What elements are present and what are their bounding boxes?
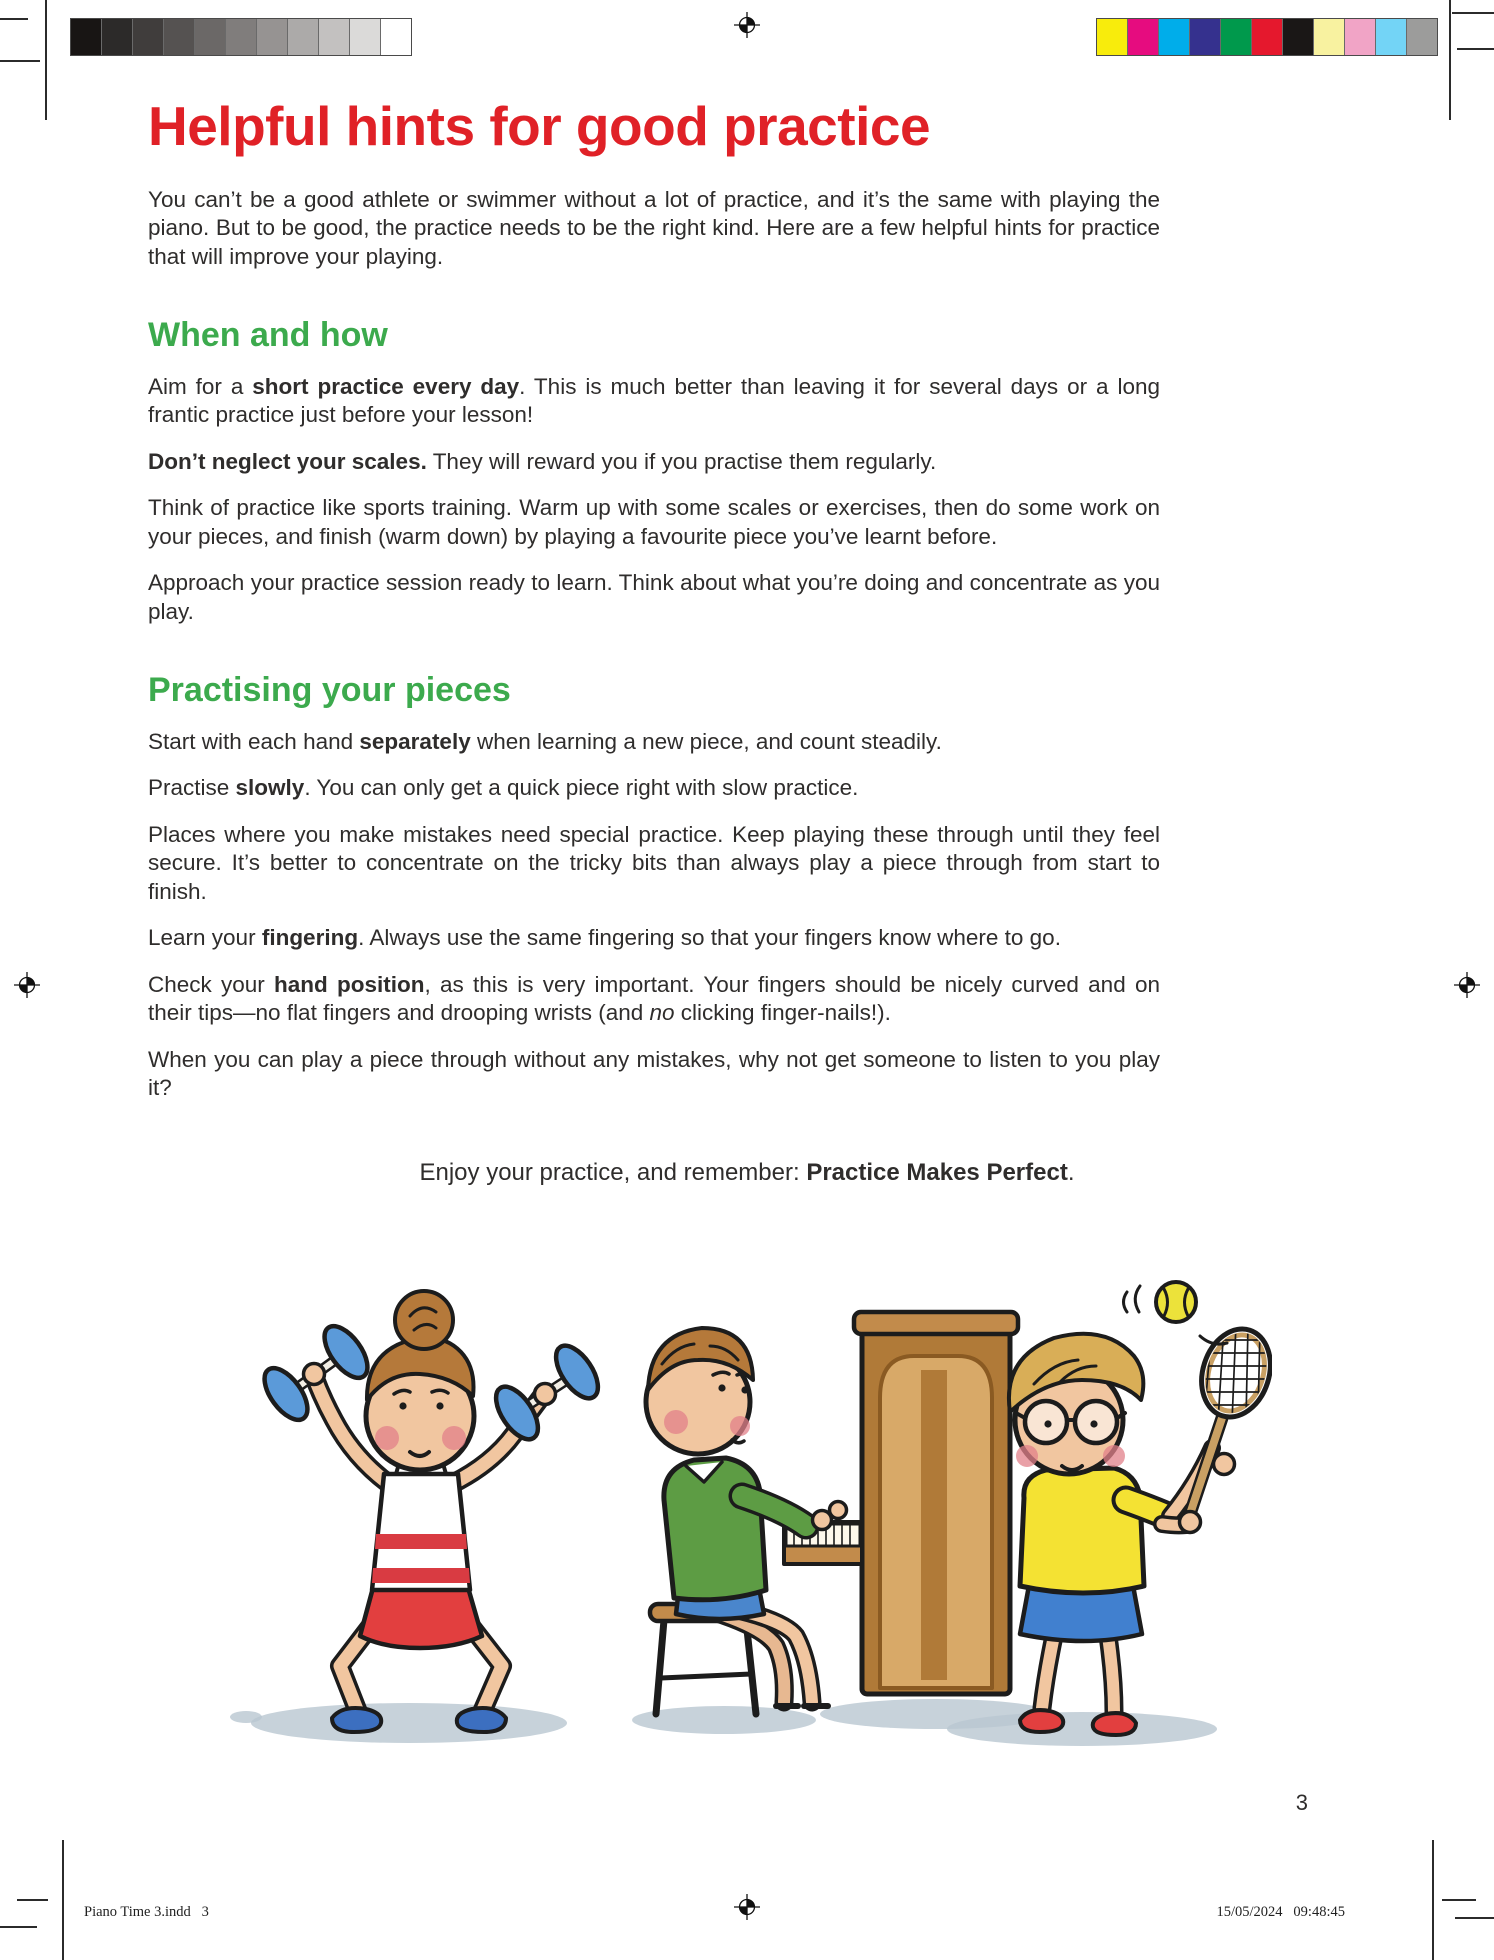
section-heading: When and how	[148, 316, 388, 355]
registration-target-icon	[1454, 972, 1480, 998]
crop-mark	[1455, 1917, 1494, 1919]
calibration-swatch	[319, 19, 350, 55]
calibration-swatch	[257, 19, 288, 55]
paragraph: Check your hand position, as this is very important. Your fingers should be nicely curved and on their tips—no flat fingers and drooping wrists (and no clicking finger-nails!).	[148, 971, 1160, 1026]
color-calibration-bar	[1096, 18, 1438, 56]
slug-filename: Piano Time 3.indd 3	[84, 1904, 209, 1920]
calibration-swatch	[381, 19, 411, 55]
tennis-child-drawing	[1009, 1282, 1272, 1735]
crop-mark	[1432, 1840, 1434, 1960]
paragraph: Don’t neglect your scales. They will reward you if you practise them regularly.	[148, 448, 937, 474]
page-title: Helpful hints for good practice	[148, 95, 931, 157]
practice-illustration	[224, 1268, 1272, 1753]
paragraph: Aim for a short practice every day. This is much better than leaving it for several days or a long frantic practice just before your lesson!	[148, 373, 1160, 428]
calibration-swatch	[1097, 19, 1128, 55]
calibration-swatch	[1314, 19, 1345, 55]
calibration-swatch	[1221, 19, 1252, 55]
calibration-swatch	[133, 19, 164, 55]
crop-mark	[0, 1926, 37, 1928]
paragraph: Start with each hand separately when learning a new piece, and count steadily.	[148, 728, 942, 754]
calibration-swatch	[1345, 19, 1376, 55]
paragraph: Practise slowly. You can only get a quick piece right with slow practice.	[148, 775, 859, 801]
book-page	[148, 95, 1160, 1187]
calibration-swatch	[1376, 19, 1407, 55]
paragraph: Think of practice like sports training. Warm up with some scales or exercises, then do some work on your pieces, and finish (warm down) by playing a favourite piece you’ve learnt before.	[148, 495, 1160, 549]
intro-paragraph: You can’t be a good athlete or swimmer without a lot of practice, and it’s the same with playing the piano. But to be good, the practice needs to be the right kind. Here are a few helpful hints for practice that will improve your playing.	[148, 186, 1160, 269]
paragraph: Learn your fingering. Always use the same fingering so that your fingers know where to go.	[148, 925, 1061, 951]
weightlifter-child-drawing	[256, 1291, 606, 1732]
upright-piano-drawing	[784, 1312, 1018, 1694]
paragraph: When you can play a piece through without any mistakes, why not get someone to listen to you play it?	[148, 1046, 1160, 1101]
crop-mark	[0, 18, 28, 20]
crop-mark	[45, 0, 47, 120]
crop-mark	[17, 1899, 48, 1901]
registration-target-icon	[734, 12, 760, 38]
section-paragraphs	[148, 728, 1160, 1103]
calibration-swatch	[226, 19, 257, 55]
grayscale-calibration-bar	[70, 18, 412, 56]
registration-target-icon	[14, 972, 40, 998]
calibration-swatch	[288, 19, 319, 55]
calibration-swatch	[1190, 19, 1221, 55]
crop-mark	[0, 60, 40, 62]
paragraph: Places where you make mistakes need special practice. Keep playing these through until they feel secure. It’s better to concentrate on the tricky bits than always play a piece through from start to finish.	[148, 821, 1160, 904]
crop-mark	[1452, 12, 1494, 14]
calibration-swatch	[350, 19, 381, 55]
registration-target-icon	[734, 1894, 760, 1920]
calibration-swatch	[1128, 19, 1159, 55]
document-section	[148, 317, 1160, 626]
paragraph: Approach your practice session ready to learn. Think about what you’re doing and concentrate as you play.	[148, 570, 1160, 624]
calibration-swatch	[1407, 19, 1437, 55]
crop-mark	[1449, 0, 1451, 120]
page-number: 3	[1295, 1790, 1308, 1815]
calibration-swatch	[102, 19, 133, 55]
sections-container	[148, 317, 1160, 1102]
calibration-swatch	[1252, 19, 1283, 55]
crop-mark	[1457, 48, 1494, 50]
calibration-swatch	[1159, 19, 1190, 55]
crop-mark	[1442, 1899, 1476, 1901]
closing-line: Enjoy your practice, and remember: Practice Makes Perfect.	[419, 1158, 1075, 1186]
section-paragraphs	[148, 373, 1160, 627]
calibration-swatch	[71, 19, 102, 55]
calibration-swatch	[1283, 19, 1314, 55]
slug-datetime: 15/05/2024 09:48:45	[1216, 1904, 1345, 1920]
section-heading: Practising your pieces	[148, 671, 511, 710]
document-section	[148, 672, 1160, 1102]
calibration-swatch	[164, 19, 195, 55]
calibration-swatch	[195, 19, 226, 55]
crop-mark	[62, 1840, 64, 1960]
